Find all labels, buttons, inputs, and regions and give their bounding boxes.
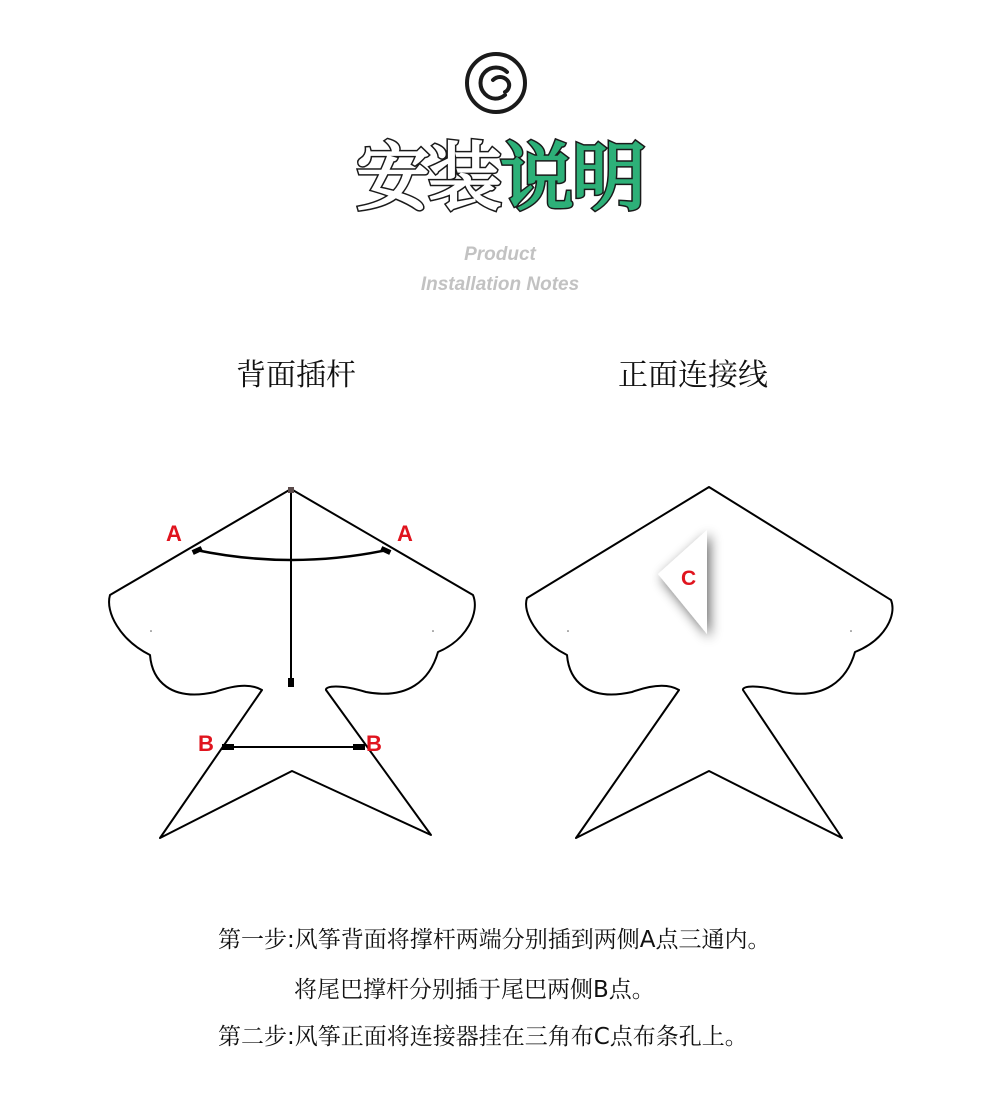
logo-icon — [463, 50, 529, 116]
title-part-install: 安装 — [356, 135, 500, 221]
page-title — [0, 128, 1000, 228]
spine-top-cap — [288, 487, 294, 493]
instruction-step-2: 第二步:风筝正面将连接器挂在三角布C点布条孔上。 — [218, 1024, 748, 1050]
right-kite-dot-left — [567, 630, 569, 632]
label-a-right: A — [397, 521, 413, 546]
right-kite-dot-right — [850, 630, 852, 632]
instruction-step-1: 第一步:风筝背面将撑杆两端分别插到两侧A点三通内。 — [218, 927, 771, 953]
left-kite-dot-right — [432, 630, 434, 632]
right-panel-title: 正面连接线 — [618, 358, 768, 393]
tail-spar-end-left — [222, 744, 234, 750]
label-a-left: A — [166, 521, 182, 546]
subtitle-installation-notes: Installation Notes — [420, 274, 580, 295]
label-b-left: B — [198, 731, 214, 756]
left-kite-dot-left — [150, 630, 152, 632]
label-b-right: B — [366, 731, 382, 756]
subtitle-product: Product — [464, 244, 536, 265]
instruction-step-1-tail: 将尾巴撑杆分别插于尾巴两侧B点。 — [294, 977, 655, 1003]
right-kite-outline — [526, 487, 892, 838]
left-panel-title: 背面插杆 — [236, 358, 356, 393]
spine-bottom-cap — [288, 678, 294, 687]
title-part-instructions: 说明 — [500, 135, 644, 221]
kite-diagram — [0, 440, 1000, 860]
tail-spar-end-right — [353, 744, 365, 750]
label-c: C — [681, 567, 697, 590]
